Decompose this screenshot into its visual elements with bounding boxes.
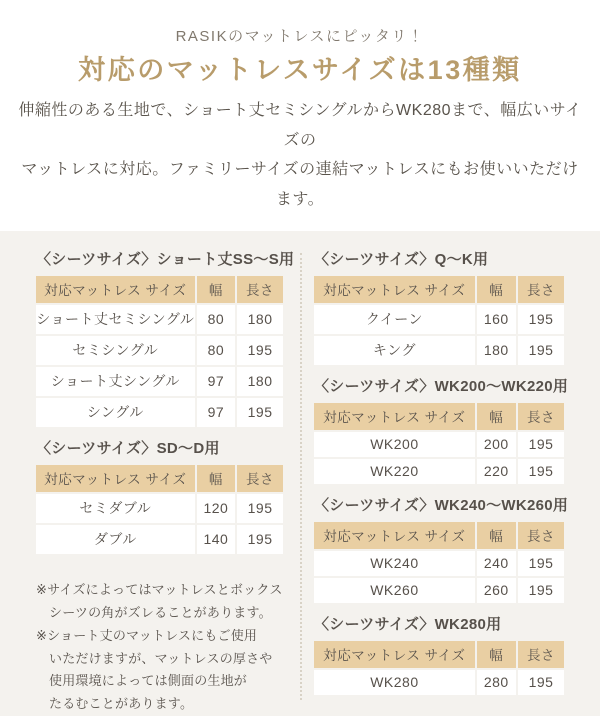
col-header-length: 長さ: [237, 465, 283, 492]
col-header-width: 幅: [477, 522, 516, 549]
cell-width: 280: [477, 670, 516, 695]
cell-mattress-size: WK280: [314, 670, 475, 695]
col-header-width: 幅: [477, 641, 516, 668]
cell-width: 220: [477, 459, 516, 484]
table-row: [314, 336, 564, 365]
cell-width: 97: [197, 398, 235, 427]
col-header-mattress-size: 対応マットレス サイズ: [314, 403, 475, 430]
col-header-length: 長さ: [237, 276, 283, 303]
block-title: 〈シーツサイズ〉WK240〜WK260用: [314, 497, 569, 515]
cell-mattress-size: WK240: [314, 551, 475, 576]
block-title: 〈シーツサイズ〉Q〜K用: [314, 251, 489, 269]
header-tagline: RASIKのマットレスにピッタリ！: [175, 28, 425, 45]
table-row: [314, 459, 564, 484]
cell-width: 180: [477, 336, 516, 365]
block-title: 〈シーツサイズ〉WK200〜WK220用: [314, 378, 569, 396]
table-header-row: [36, 276, 283, 303]
size-table-q-k: [312, 274, 566, 367]
col-header-width: 幅: [477, 403, 516, 430]
block-title: 〈シーツサイズ〉WK280用: [314, 616, 502, 634]
column-divider: [300, 253, 302, 700]
left-column: [36, 251, 295, 716]
size-table-wk240-wk260: [312, 520, 566, 605]
size-block-sd-d: [36, 440, 287, 556]
table-row: [36, 398, 283, 427]
cell-mattress-size: ショート丈セミシングル: [36, 305, 195, 334]
cell-width: 120: [197, 494, 235, 523]
cell-width: 260: [477, 578, 516, 603]
col-header-length: 長さ: [518, 403, 564, 430]
size-table-wk280: [312, 639, 566, 697]
cell-length: 195: [237, 398, 283, 427]
cell-width: 200: [477, 432, 516, 457]
cell-mattress-size: ショート丈シングル: [36, 367, 195, 396]
size-block-wk200-wk220: [314, 378, 568, 486]
table-header-row: [314, 641, 564, 668]
table-row: [36, 525, 283, 554]
cell-length: 195: [518, 305, 564, 334]
right-column: [314, 251, 568, 716]
col-header-length: 長さ: [518, 522, 564, 549]
size-block-q-k: [314, 251, 568, 367]
cell-mattress-size: セミダブル: [36, 494, 195, 523]
table-header-row: [314, 522, 564, 549]
block-title: 〈シーツサイズ〉ショート丈SS〜S用: [36, 251, 295, 269]
sheet-size-section: [0, 231, 600, 716]
col-header-length: 長さ: [518, 276, 564, 303]
size-table-sd-d: [34, 463, 285, 556]
cell-mattress-size: キング: [314, 336, 475, 365]
cell-length: 195: [237, 525, 283, 554]
col-header-length: 長さ: [518, 641, 564, 668]
col-header-mattress-size: 対応マットレス サイズ: [36, 276, 195, 303]
table-row: [314, 305, 564, 334]
col-header-mattress-size: 対応マットレス サイズ: [314, 522, 475, 549]
cell-length: 195: [518, 459, 564, 484]
size-block-wk240-wk260: [314, 497, 568, 605]
col-header-mattress-size: 対応マットレス サイズ: [314, 641, 475, 668]
size-block-wk280: [314, 616, 568, 697]
cell-width: 160: [477, 305, 516, 334]
cell-length: 180: [237, 305, 283, 334]
col-header-mattress-size: 対応マットレス サイズ: [314, 276, 475, 303]
cell-mattress-size: WK200: [314, 432, 475, 457]
block-title: 〈シーツサイズ〉SD〜D用: [36, 440, 220, 458]
table-header-row: [36, 465, 283, 492]
table-row: [36, 494, 283, 523]
cell-mattress-size: シングル: [36, 398, 195, 427]
cell-length: 195: [518, 551, 564, 576]
table-row: [36, 367, 283, 396]
cell-length: 180: [237, 367, 283, 396]
cell-mattress-size: ダブル: [36, 525, 195, 554]
table-row: [314, 432, 564, 457]
table-row: [314, 670, 564, 695]
table-header-row: [314, 276, 564, 303]
page-title: 対応のマットレスサイズは13種類: [78, 55, 522, 85]
cell-length: 195: [518, 670, 564, 695]
cell-mattress-size: セミシングル: [36, 336, 195, 365]
cell-mattress-size: WK260: [314, 578, 475, 603]
col-header-width: 幅: [477, 276, 516, 303]
cell-width: 240: [477, 551, 516, 576]
header-description: [18, 96, 582, 214]
header: [0, 0, 600, 214]
cell-width: 140: [197, 525, 235, 554]
cell-length: 195: [518, 336, 564, 365]
col-header-mattress-size: 対応マットレス サイズ: [36, 465, 195, 492]
cell-mattress-size: クイーン: [314, 305, 475, 334]
table-header-row: [314, 403, 564, 430]
col-header-width: 幅: [197, 276, 235, 303]
size-block-short-ss-s: [36, 251, 295, 429]
cell-length: 195: [518, 432, 564, 457]
cell-length: 195: [518, 578, 564, 603]
cell-width: 97: [197, 367, 235, 396]
table-row: [36, 336, 283, 365]
description-line: 伸縮性のある生地で、ショート丈セミシングルからWK280まで、幅広いサイズの: [18, 102, 582, 149]
cell-mattress-size: WK220: [314, 459, 475, 484]
cell-width: 80: [197, 336, 235, 365]
footnote-short-mattress: ※ショート丈のマットレスにもご使用 いただけますが、マットレスの厚さや 使用環境によっては側面の生地が たるむことがあります。: [36, 627, 273, 712]
col-header-width: 幅: [197, 465, 235, 492]
table-row: [36, 305, 283, 334]
size-table-wk200-wk220: [312, 401, 566, 486]
table-row: [314, 551, 564, 576]
cell-width: 80: [197, 305, 235, 334]
footnote-corner-shift: ※サイズによってはマットレスとボックス シーツの角がズレることがあります。: [36, 582, 283, 621]
cell-length: 195: [237, 494, 283, 523]
size-table-short-ss-s: [34, 274, 285, 429]
cell-length: 195: [237, 336, 283, 365]
description-line: マットレスに対応。ファミリーサイズの連結マットレスにもお使いいただけます。: [21, 161, 579, 208]
